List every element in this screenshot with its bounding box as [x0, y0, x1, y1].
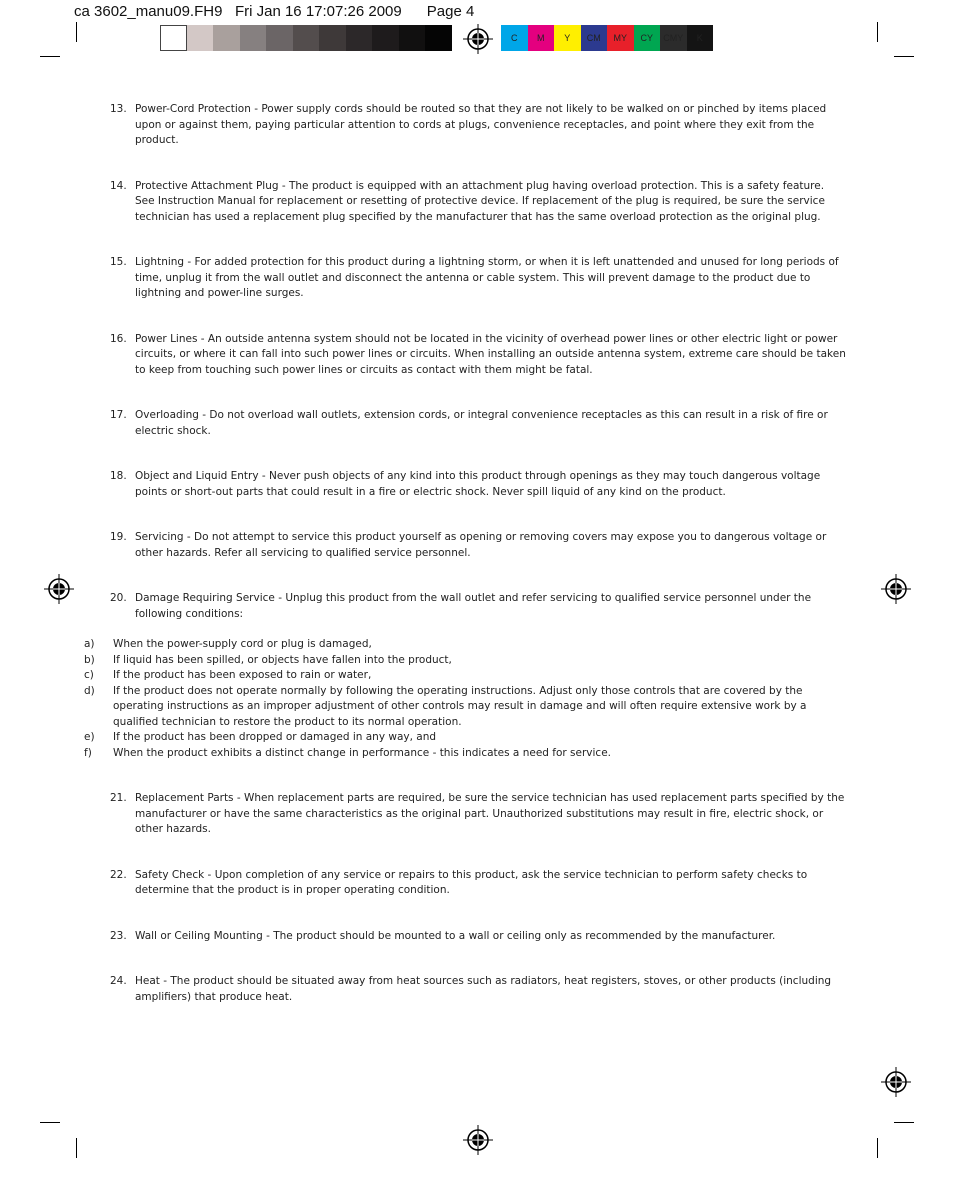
item-number [106, 332, 135, 379]
gray-swatch [293, 25, 320, 51]
item-text: Object and Liquid Entry - Never push objects of any kind into this product through openings as they may touch dangerous voltage points or short-out parts that could result in a fire or electric shock. Never spill liquid of any kind on the product. [135, 470, 821, 498]
item-number [106, 974, 135, 1005]
gray-swatch [346, 25, 373, 51]
list-item [106, 974, 846, 1005]
item-number-text: 18. [110, 470, 127, 482]
condition-label: f) [84, 746, 92, 759]
condition-item [84, 653, 846, 669]
item-text: Power-Cord Protection - Power supply cords should be routed so that they are not likely to be walked on or pinched by items placed upon or against them, paying particular attention to cords at plugs, convenience receptacles, and point where they exit from the product. [135, 103, 827, 146]
item-text: Protective Attachment Plug - The product is equipped with an attachment plug having overload protection. This is a safety feature. See Instruction Manual for replacement or resetting of protective device. If replacement of the plug is required, be sure the service technician has used a replacement plug specified by the manufacturer that has the same overload protection as the original plug. [135, 179, 825, 223]
color-swatch: CMY [660, 25, 687, 51]
item-text: Damage Requiring Service - Unplug this product from the wall outlet and refer servicing to qualified service personnel under the following conditions: [135, 592, 812, 620]
item-number-text: 17. [110, 409, 127, 421]
condition-item [84, 668, 846, 684]
condition-text: When the power-supply cord or plug is damaged, [113, 638, 372, 650]
item-number-text: 15. [110, 256, 127, 268]
gray-swatch [240, 25, 267, 51]
registration-mark-icon [881, 1067, 911, 1097]
item-number [106, 530, 135, 561]
slug-page: Page 4 [426, 3, 475, 20]
item-text: Lightning - For added protection for this product during a lightning storm, or when it is left unattended and unused for long periods of time, unplug it from the wall outlet and disconnect the antenna or cable system. This will prevent damage to the product due to lightning and power-line surges. [135, 256, 839, 299]
item-number [106, 591, 135, 622]
safety-instructions [84, 102, 846, 1035]
gray-swatch [187, 25, 214, 51]
grayscale-color-bar [160, 25, 452, 51]
list-item [106, 469, 846, 500]
condition-label: c) [84, 669, 94, 681]
item-number [106, 408, 135, 439]
item-number [106, 868, 135, 899]
registration-mark-icon [881, 574, 911, 604]
list-item [106, 929, 846, 945]
crop-mark [76, 22, 77, 42]
gray-swatch [425, 25, 452, 51]
item-number-text: 14. [110, 179, 127, 192]
crop-mark [40, 56, 60, 57]
list-item [106, 530, 846, 561]
item-number-text: 22. [110, 868, 127, 881]
item-number-text: 24. [110, 975, 127, 987]
item-text: Servicing - Do not attempt to service this product yourself as opening or removing covers may expose you to dangerous voltage or other hazards. Refer all servicing to qualified service personnel. [135, 531, 827, 559]
color-swatch: M [528, 25, 555, 51]
registration-mark-icon [463, 24, 493, 54]
registration-mark-icon [463, 1125, 493, 1155]
condition-label: d) [84, 684, 95, 697]
item-number-text: 13. [110, 103, 127, 115]
crop-mark [76, 1138, 77, 1158]
list-item [106, 591, 846, 622]
item-text: Overloading - Do not overload wall outlets, extension cords, or integral convenience receptacles as this can result in a risk of fire or electric shock. [135, 409, 828, 437]
condition-item [84, 637, 846, 653]
gray-swatch [266, 25, 293, 51]
crop-mark [40, 1122, 60, 1123]
crop-mark [877, 22, 878, 42]
list-item [106, 791, 846, 838]
item-text: Replacement Parts - When replacement parts are required, be sure the service technician has used replacement parts specified by the manufacturer or have the same characteristics as the original part. Unauthorized substitutions may result in fire, electric shock, or other hazards. [135, 792, 845, 835]
gray-swatch [399, 25, 426, 51]
process-color-bar [501, 25, 713, 51]
condition-text: If liquid has been spilled, or objects have fallen into the product, [113, 653, 452, 666]
list-item [106, 179, 846, 226]
instruction-list [106, 102, 846, 622]
condition-label: b) [84, 653, 95, 666]
color-swatch: C [501, 25, 528, 51]
gray-swatch [319, 25, 346, 51]
gray-swatch [160, 25, 187, 51]
instruction-list-continued [106, 791, 846, 1005]
condition-item [84, 730, 846, 746]
item-text: Heat - The product should be situated away from heat sources such as radiators, heat registers, stoves, or other products (including amplifiers) that produce heat. [135, 975, 832, 1003]
condition-text: When the product exhibits a distinct change in performance - this indicates a need for service. [113, 746, 612, 759]
condition-text: If the product does not operate normally by following the operating instructions. Adjust only those controls that are covered by the operating instructions as an improper adjustment of other controls may result in damage and will often require extensive work by a qualified technician to restore the product to its normal operation. [113, 684, 807, 728]
slug-file: ca 3602_manu09.FH9 [74, 3, 223, 20]
item-number-text: 19. [110, 531, 127, 543]
color-swatch: Y [554, 25, 581, 51]
gray-swatch [213, 25, 240, 51]
color-swatch: CY [634, 25, 661, 51]
item-number [106, 102, 135, 149]
color-swatch: MY [607, 25, 634, 51]
item-text: Wall or Ceiling Mounting - The product should be mounted to a wall or ceiling only as recommended by the manufacturer. [135, 929, 776, 942]
list-item [106, 332, 846, 379]
gray-swatch [372, 25, 399, 51]
service-conditions-list [0, 637, 846, 761]
print-slug [74, 3, 474, 20]
color-swatch: CM [581, 25, 608, 51]
item-number-text: 16. [110, 332, 127, 345]
condition-item [84, 746, 846, 762]
condition-text: If the product has been dropped or damaged in any way, and [113, 731, 437, 743]
item-number-text: 23. [110, 929, 127, 942]
condition-label: a) [84, 638, 95, 650]
item-number [106, 255, 135, 302]
list-item [106, 408, 846, 439]
registration-mark-icon [44, 574, 74, 604]
list-item [106, 868, 846, 899]
item-number-text: 21. [110, 792, 127, 804]
item-number-text: 20. [110, 592, 127, 604]
item-number [106, 179, 135, 226]
item-number [106, 469, 135, 500]
crop-mark [877, 1138, 878, 1158]
list-item [106, 255, 846, 302]
slug-date: Fri Jan 16 17:07:26 2009 [234, 3, 402, 20]
color-swatch: K [687, 25, 714, 51]
item-text: Power Lines - An outside antenna system should not be located in the vicinity of overhead power lines or other electric light or power circuits, or where it can fall into such power lines or circuits. When installing an outside antenna system, extreme care should be taken to keep from touching such power lines or circuits as contact with them might be fatal. [135, 332, 846, 376]
item-text: Safety Check - Upon completion of any service or repairs to this product, ask the service technician to perform safety checks to determine that the product is in proper operating condition. [135, 868, 808, 896]
condition-item [84, 684, 846, 731]
condition-label: e) [84, 731, 95, 743]
crop-mark [894, 1122, 914, 1123]
condition-text: If the product has been exposed to rain or water, [113, 669, 372, 681]
crop-mark [894, 56, 914, 57]
item-number [106, 791, 135, 838]
item-number [106, 929, 135, 945]
list-item [106, 102, 846, 149]
